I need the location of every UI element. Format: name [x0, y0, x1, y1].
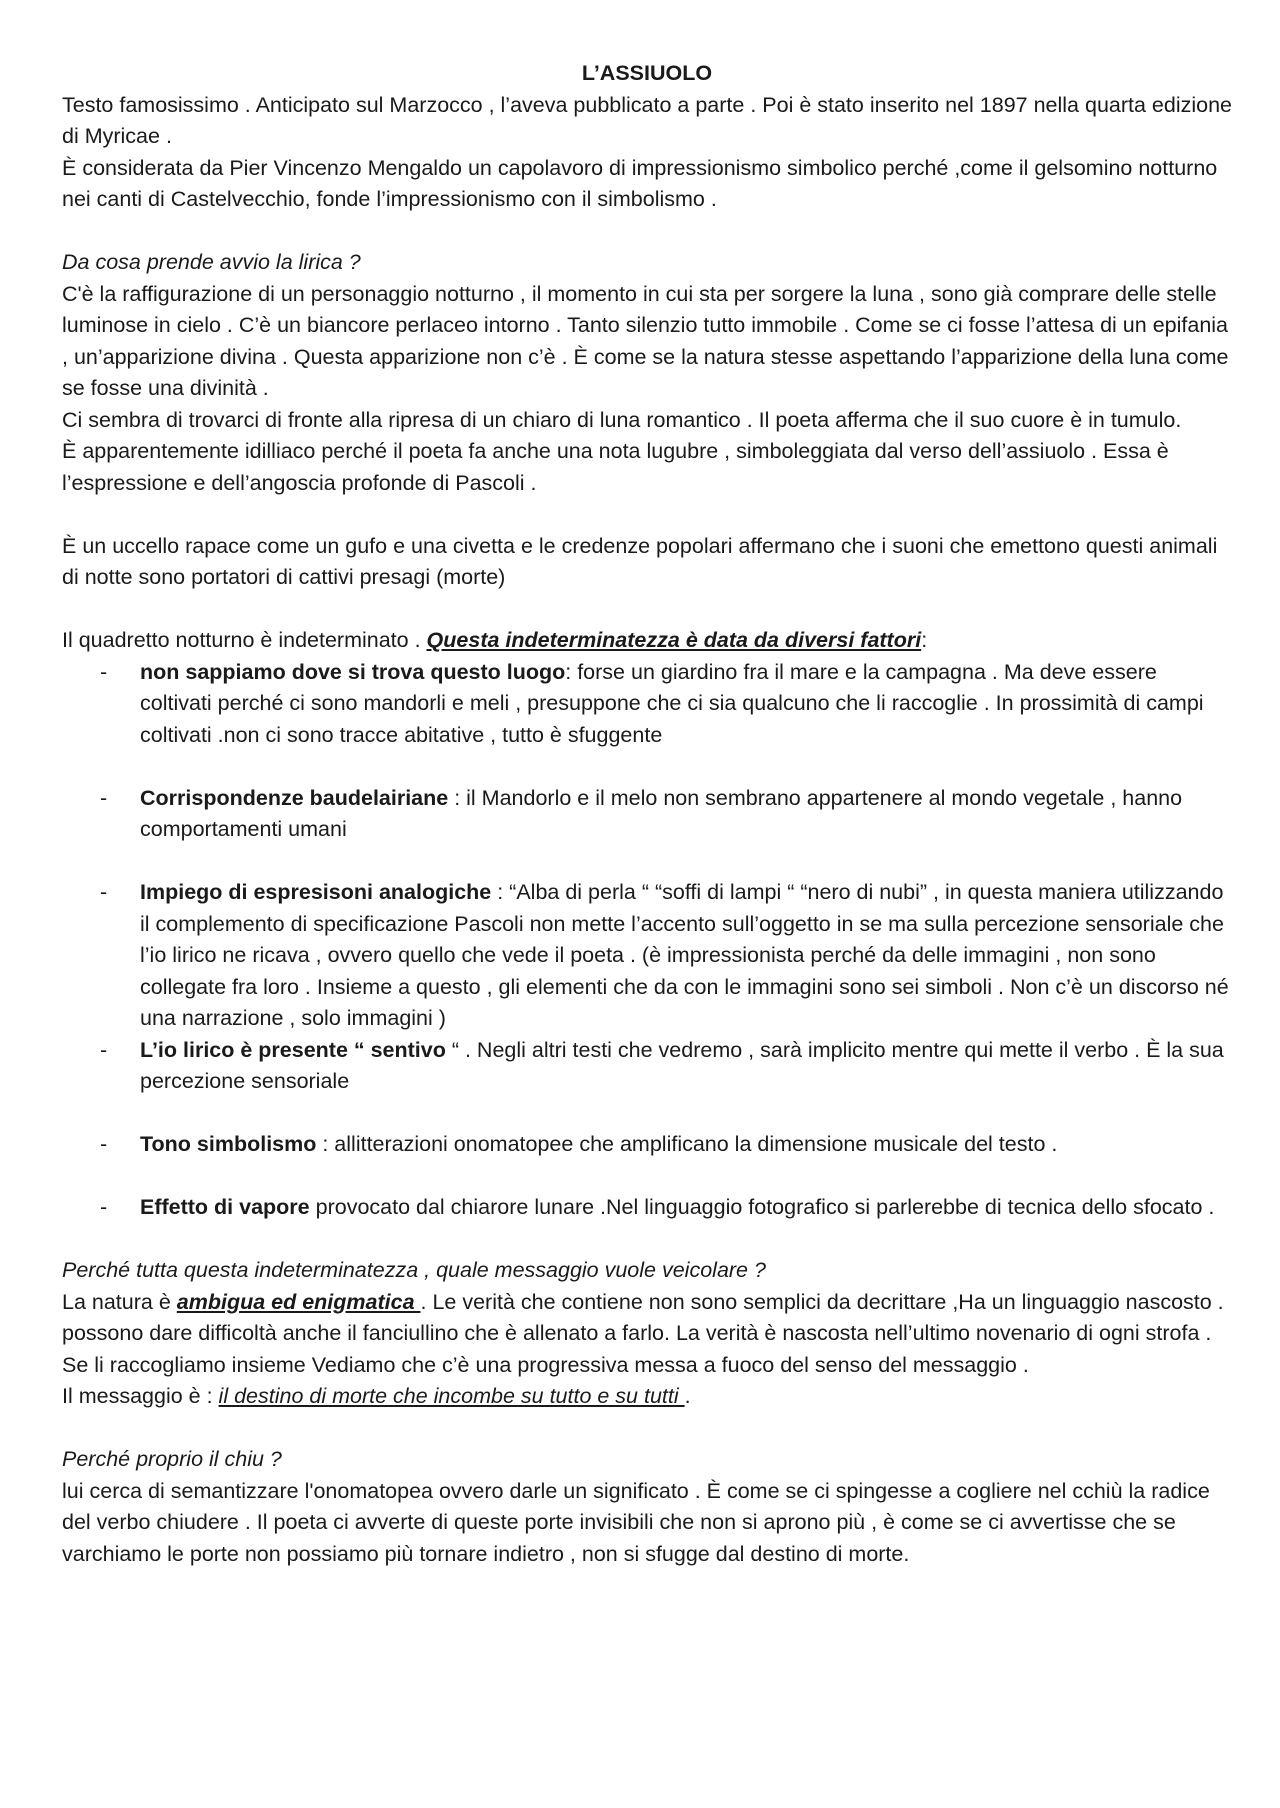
list-item-heading: non sappiamo dove si trova questo luogo [140, 659, 566, 684]
list-item-heading: Impiego di espresisoni analogiche [140, 880, 492, 904]
section3-question: Perché proprio il chiu ? [62, 1447, 282, 1471]
spacer [62, 499, 1232, 531]
list-dash: - [100, 1037, 108, 1062]
section2-p2-emphasis: il destino di morte che incombe su tutto e su tutti [218, 1384, 685, 1408]
list-item [62, 1192, 1232, 1224]
intro-paragraph-1: Testo famosissimo . Anticipato sul Marzocco , l’aveva pubblicato a parte . Poi è stato inserito nel 1897 nella quarta edizione di Myricae . [62, 92, 1233, 148]
intro-paragraph-2: È considerata da Pier Vincenzo Mengaldo un capolavoro di impressionismo simbolico perché ,come il gelsomino notturno nei canti di Castelvecchio, fonde l’impressionismo con il simbolismo . [62, 155, 1218, 211]
section2-p1-emphasis: ambigua ed enigmatica [176, 1289, 421, 1314]
list-item-text: : allitterazioni onomatopee che amplificano la dimensione musicale del testo . [316, 1132, 1058, 1156]
factors-lead-colon: : [921, 628, 928, 652]
list-item-heading: L’io lirico è presente “ sentivo [140, 1037, 446, 1062]
list-dash: - [100, 1195, 108, 1219]
section3-paragraph-1: lui cerca di semantizzare l'onomatopea ovvero darle un significato . È come se ci spingesse a cogliere nel cchiù la radice del verbo chiudere . Il poeta ci avverte di queste porte invisibili che non si aprono più , è come se ci avvertisse che se varchiamo le porte non possiamo più tornare indietro , non si sfugge dal destino di morte. [62, 1478, 1210, 1566]
list-item [62, 783, 1232, 846]
list-dash: - [100, 880, 108, 904]
list-item-text: : forse un giardino fra il mare e la campagna . Ma deve essere coltivati perché ci sono mandorli e meli , presuppone che ci sia qualcuno che li raccoglie . In prossimità di campi coltivati .non ci sono tracce abitative , tutto è sfuggente [140, 659, 1204, 747]
section1-paragraph-3: È apparentemente idilliaco perché il poeta fa anche una nota lugubre , simboleggiata dal verso dell’assiuolo . Essa è l’espressione e dell’angoscia profonde di Pascoli . [62, 439, 1169, 495]
list-item-text: : “Alba di perla “ “soffi di lampi “ “nero di nubi” , in questa maniera utilizzando il complemento di specificazione Pascoli non mette l’accento sull’oggetto in se ma sulla percezione sensoriale che l’io lirico ne ricava , ovvero quello che vede il poeta . (è impressionista perché da delle immagini , non sono collegate fra loro . Insieme a questo , gli elementi che da con le immagini sono sei simboli . Non c’è un discorso né una narrazione , solo immagini ) [140, 880, 1229, 1030]
section1-question: Da cosa prende avvio la lirica ? [62, 250, 361, 274]
factors-lead-text: Il quadretto notturno è indeterminato . [62, 628, 427, 652]
list-item-text: : il Mandorlo e il melo non sembrano appartenere al mondo vegetale , hanno comportamenti umani [140, 785, 1183, 841]
section2-p1-start: La natura è [62, 1289, 177, 1314]
section1-paragraph-4: È un uccello rapace come un gufo e una civetta e le credenze popolari affermano che i suoni che emettono questi animali di notte sono portatori di cattivi presagi (morte) [62, 533, 1218, 589]
list-dash: - [100, 785, 108, 810]
section2-p2-start: Il messaggio è : [62, 1384, 219, 1408]
list-item-heading: Tono simbolismo [140, 1132, 317, 1156]
section2-paragraph-2 [62, 1381, 1232, 1413]
list-item [62, 1129, 1232, 1161]
factors-lead [62, 625, 1232, 657]
list-item-heading: Effetto di vapore [140, 1195, 310, 1219]
list-item-text: “ . Negli altri testi che vedremo , sarà implicito mentre qui mette il verbo . È la sua percezione sensoriale [140, 1037, 1224, 1093]
list-dash: - [100, 1132, 108, 1156]
document-page [62, 58, 1232, 1570]
section2-question: Perché tutta questa indeterminatezza , quale messaggio vuole veicolare ? [62, 1258, 766, 1282]
section2-paragraph-1 [62, 1287, 1232, 1382]
factors-list [62, 657, 1232, 1224]
list-item-heading: Corrispondenze baudelairiane [140, 785, 449, 810]
spacer [62, 594, 1232, 626]
section1-paragraph-2: Ci sembra di trovarci di fronte alla ripresa di un chiaro di luna romantico . Il poeta afferma che il suo cuore è in tumulo. [62, 407, 1182, 432]
section1-paragraph-1: C'è la raffigurazione di un personaggio notturno , il momento in cui sta per sorgere la luna , sono già comprare delle stelle luminose in cielo . C’è un biancore perlaceo intorno . Tanto silenzio tutto immobile . Come se ci fosse l’attesa di un epifania , un’apparizione divina . Questa apparizione non c’è . È come se la natura stesse aspettando l’apparizione della luna come se fosse una divinità . [62, 281, 1229, 400]
list-item [62, 1035, 1232, 1098]
list-item-text: provocato dal chiarore lunare .Nel linguaggio fotografico si parlerebbe di tecnica dello sfocato . [309, 1195, 1215, 1219]
spacer [62, 1413, 1232, 1445]
list-dash: - [100, 659, 108, 684]
page-title: L’ASSIUOLO [581, 61, 713, 85]
factors-lead-emphasis: Questa indeterminatezza è data da diversi fattori [426, 628, 922, 652]
section2-p2-end: . [684, 1384, 691, 1408]
section2-p1-end: . Le verità che contiene non sono semplici da decrittare ,Ha un linguaggio nascosto . possono dare difficoltà anche il fanciullino che è allenato a farlo. La verità è nascosta nell’ultimo novenario di ogni strofa . Se li raccogliamo insieme Vediamo che c’è una progressiva messa a fuoco del senso del messaggio . [62, 1289, 1224, 1377]
list-item [62, 657, 1232, 752]
spacer [62, 216, 1232, 248]
list-item [62, 877, 1232, 1035]
